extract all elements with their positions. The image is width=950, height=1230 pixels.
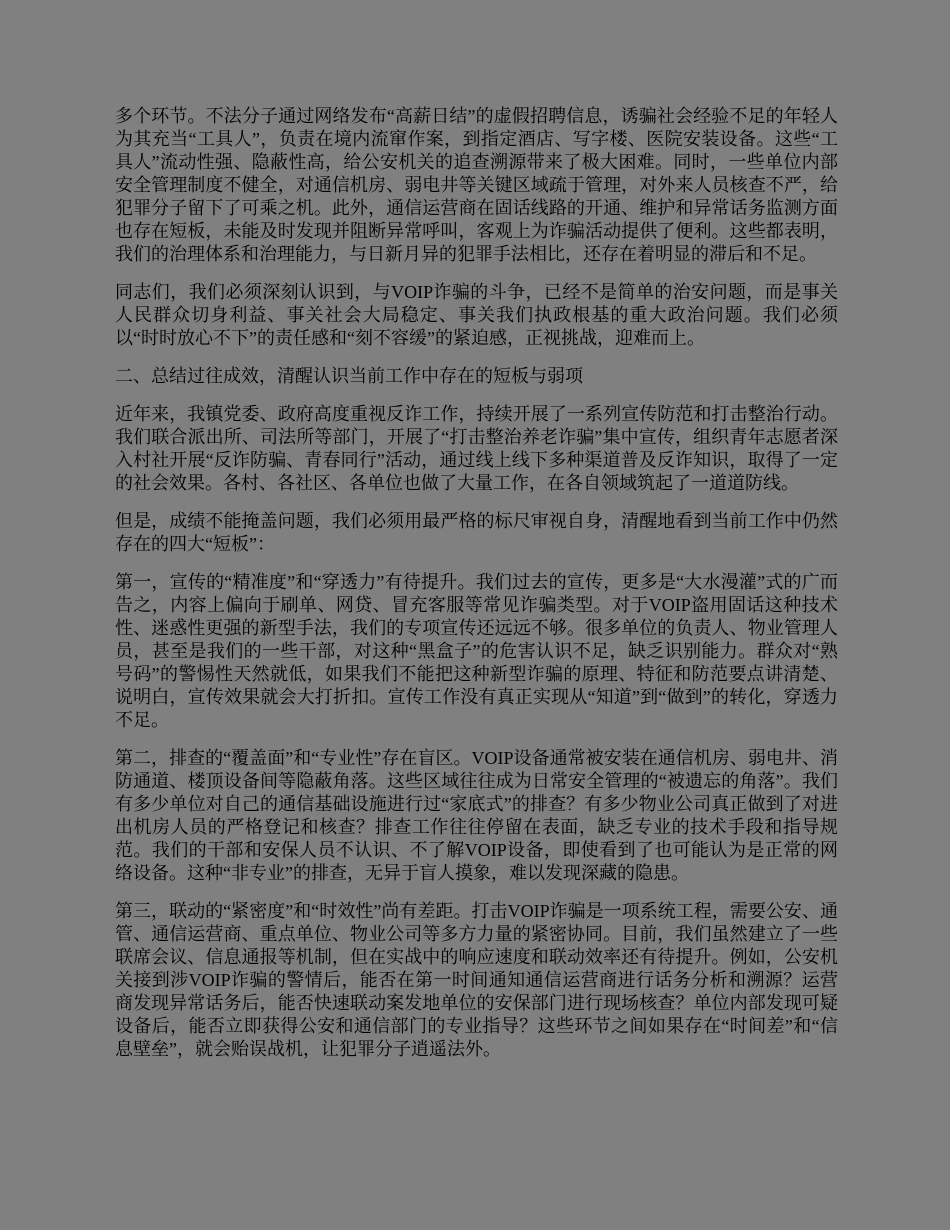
paragraph-recent-years: 近年来，我镇党委、政府高度重视反诈工作，持续开展了一系列宣传防范和打击整治行动。我们联合派出所、司法所等部门，开展了“打击整治养老诈骗”集中宣传，组织青年志愿者深入村社开展“反诈防骗、青春同行”活动，通过线上线下多种渠道普及反诈知识，取得了一定的社会效果。各村、各社区、各单位也做了大量工作，在各自领域筑起了一道道防线。	[115, 404, 838, 493]
paragraph-continuation: 多个环节。不法分子通过网络发布“高薪日结”的虚假招聘信息，诱骗社会经验不足的年轻人为其充当“工具人”，负责在境内流窜作案，到指定酒店、写字楼、医院安装设备。这些“工具人”流动性强、隐蔽性高，给公安机关的追查溯源带来了极大困难。同时，一些单位内部安全管理制度不健全，对通信机房、弱电井等关键区域疏于管理，对外来人员核查不严，给犯罪分子留下了可乘之机。此外，通信运营商在固话线路的开通、维护和异常话务监测方面也存在短板，未能及时发现并阻断异常呼叫，客观上为诈骗活动提供了便利。这些都表明，我们的治理体系和治理能力，与日新月异的犯罪手法相比，还存在着明显的滞后和不足。	[115, 106, 838, 264]
paragraph-shortboard-first: 第一，宣传的“精准度”和“穿透力”有待提升。我们过去的宣传，更多是“大水漫灌”式的广而告之，内容上偏向于刷单、网贷、冒充客服等常见诈骗类型。对于VOIP盗用固话这种技术性、迷惑性更强的新型手法，我们的专项宣传还远远不够。很多单位的负责人、物业管理人员，甚至是我们的一些干部，对这种“黑盒子”的危害认识不足，缺乏识别能力。群众对“熟号码”的警惕性天然就低，如果我们不能把这种新型诈骗的原理、特征和防范要点讲清楚、说明白，宣传效果就会大打折扣。宣传工作没有真正实现从“知道”到“做到”的转化，穿透力不足。	[115, 572, 838, 730]
paragraph-four-shortboards-intro: 但是，成绩不能掩盖问题，我们必须用最严格的标尺审视自身，清醒地看到当前工作中仍然存在的四大“短板”：	[115, 511, 838, 554]
paragraph-shortboard-third: 第三，联动的“紧密度”和“时效性”尚有差距。打击VOIP诈骗是一项系统工程，需要公安、通管、通信运营商、重点单位、物业公司等多方力量的紧密协同。目前，我们虽然建立了一些联席会议、信息通报等机制，但在实战中的响应速度和联动效率还有待提升。例如，公安机关接到涉VOIP诈骗的警情后，能否在第一时间通知通信运营商进行话务分析和溯源？运营商发现异常话务后，能否快速联动案发地单位的安保部门进行现场核查？单位内部发现可疑设备后，能否立即获得公安和通信部门的专业指导？这些环节之间如果存在“时间差”和“信息壁垒”，就会贻误战机，让犯罪分子逍遥法外。	[115, 901, 838, 1059]
paragraph-shortboard-second: 第二，排查的“覆盖面”和“专业性”存在盲区。VOIP设备通常被安装在通信机房、弱电井、消防通道、楼顶设备间等隐蔽角落。这些区域往往成为日常安全管理的“被遗忘的角落”。我们有多少单位对自己的通信基础设施进行过“家底式”的排查？有多少物业公司真正做到了对进出机房人员的严格登记和核查？排查工作往往停留在表面，缺乏专业的技术手段和指导规范。我们的干部和安保人员不认识、不了解VOIP设备，即使看到了也可能认为是正常的网络设备。这种“非专业”的排查，无异于盲人摸象，难以发现深藏的隐患。	[115, 748, 838, 883]
section-heading: 二、总结过往成效，清醒认识当前工作中存在的短板与弱项	[115, 366, 583, 386]
paragraph-comrades: 同志们，我们必须深刻认识到，与VOIP诈骗的斗争，已经不是简单的治安问题，而是事关人民群众切身利益、事关社会大局稳定、事关我们执政根基的重大政治问题。我们必须以“时时放心不下”的责任感和“刻不容缓”的紧迫感，正视挑战，迎难而上。	[115, 282, 838, 348]
